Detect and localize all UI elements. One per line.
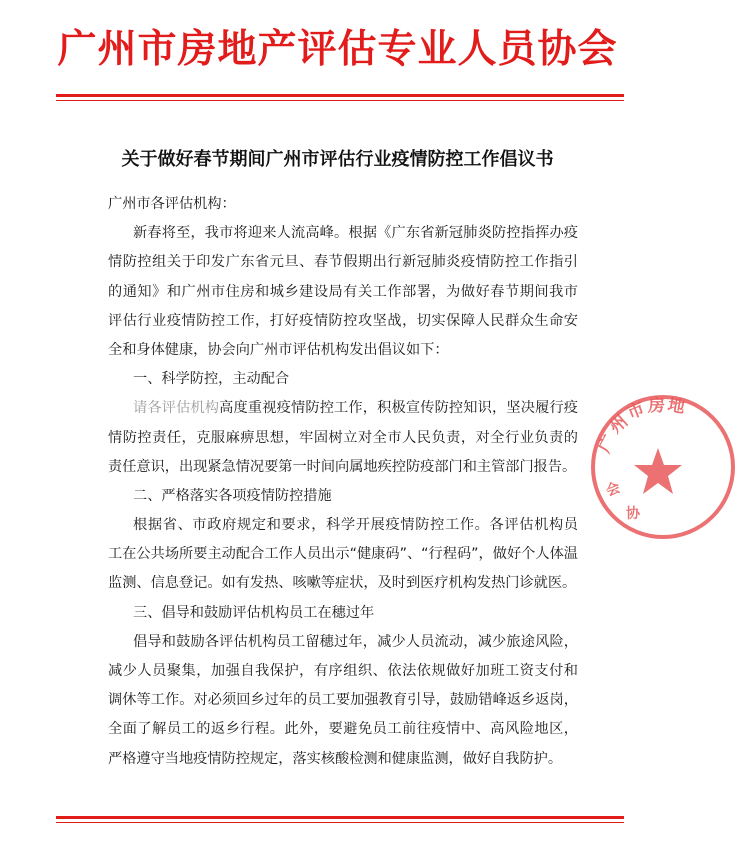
text-line: 监测、信息登记。如有发热、咳嗽等症状，及时到医疗机构发热门诊就医。 — [108, 575, 577, 592]
text-line: 的通知》和广州市住房和城乡建设局有关工作部署，为做好春节期间我市 — [108, 283, 578, 300]
salutation: 广州市各评估机构： — [108, 196, 236, 212]
footer-rule-thick — [56, 816, 624, 819]
text-line: 调休等工作。对必须回乡过年的员工要加强教育引导，鼓励错峰返乡返岗， — [108, 692, 578, 709]
svg-text:地: 地 — [666, 395, 687, 418]
section-3-paragraph — [108, 628, 578, 774]
letterhead-rule-thick — [56, 94, 624, 97]
text-line: 评估行业疫情防控工作，打好疫情防控攻坚战，切实保障人民群众生命安 — [108, 312, 578, 329]
svg-text:广: 广 — [594, 431, 621, 457]
text-line: 倡导和鼓励各评估机构员工留穗过年，减少人员流动，减少旅途风险， — [133, 633, 578, 650]
seal-star-icon — [634, 448, 682, 494]
footer-rule-thin — [56, 822, 624, 823]
text-line: 情防控组关于印发广东省元旦、春节假期出行新冠肺炎疫情防控工作指引 — [108, 254, 578, 271]
text-line: 全和身体健康，协会向广州市评估机构发出倡议如下： — [108, 341, 449, 358]
text-line: 新春将至，我市将迎来人流高峰。根据《广东省新冠肺炎防控指挥办疫 — [133, 225, 578, 242]
text-line: 责任意识，出现紧急情况要第一时间向属地疾控防疫部门和主管部门报告。 — [108, 458, 577, 475]
intro-paragraph — [108, 219, 578, 365]
section-2-paragraph — [108, 511, 578, 599]
text-line: 工在公共场所要主动配合工作人员出示“健康码”、“行程码”，做好个人体温 — [108, 546, 578, 563]
document-body — [108, 190, 578, 774]
section-1-heading: 一、科学防控，主动配合 — [133, 371, 290, 388]
svg-text:会: 会 — [603, 479, 623, 500]
document-title: 关于做好春节期间广州市评估行业疫情防控工作倡议书 — [121, 149, 554, 170]
text-line: 情防控责任，克服麻痹思想，牢固树立对全市人民负责，对全行业负责的 — [108, 429, 578, 446]
text-line: 全面了解员工的返乡行程。此外，要避免员工前往疫情中、高风险地区， — [108, 721, 578, 738]
svg-text:市: 市 — [624, 398, 648, 424]
text-run: 高度重视疫情防控工作，积极宣传防控知识，坚决履行疫 — [219, 400, 578, 417]
section-1-paragraph — [108, 394, 578, 482]
section-2-heading: 二、严格落实各项疫情防控措施 — [133, 487, 332, 504]
letterhead-org-name: 广州市房地产评估专业人员协会 — [57, 26, 618, 72]
text-line — [108, 394, 578, 423]
section-3-heading: 三、倡导和鼓励评估机构员工在穗过年 — [133, 604, 375, 621]
official-seal — [588, 392, 738, 542]
text-line: 减少人员聚集，加强自我保护，有序组织、依法依规做好加班工资支付和 — [108, 663, 578, 679]
letterhead-rule-thin — [56, 100, 624, 101]
text-line: 根据省、市政府规定和要求，科学开展疫情防控工作。各评估机构员 — [133, 517, 578, 534]
svg-text:协: 协 — [626, 506, 640, 522]
faint-lead-text: 请各评估机构 — [133, 400, 220, 417]
text-line: 严格遵守当地疫情防控规定，落实核酸检测和健康监测，做好自我防护。 — [108, 750, 563, 767]
svg-text:州: 州 — [605, 411, 632, 438]
svg-text:房: 房 — [648, 396, 665, 416]
